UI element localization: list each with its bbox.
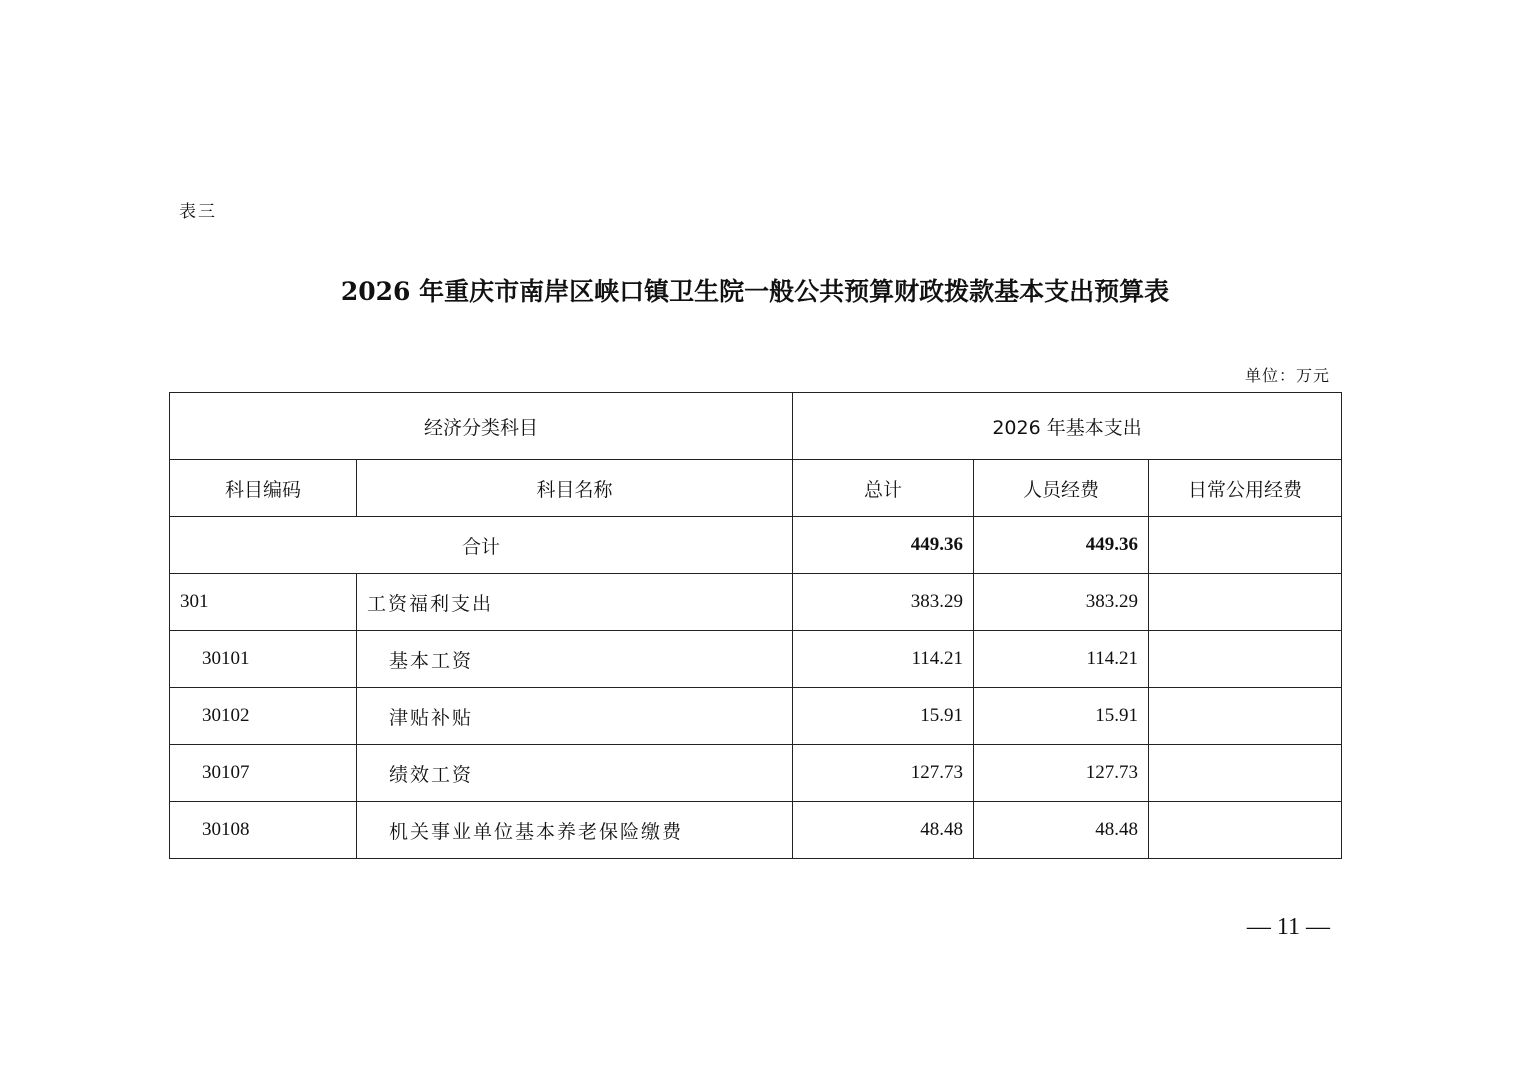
column-header-name: 科目名称	[357, 460, 793, 517]
document-title: 2026 年重庆市南岸区峡口镇卫生院一般公共预算财政拨款基本支出预算表	[340, 277, 1170, 306]
row-personnel: 114.21	[974, 631, 1149, 688]
row-personnel: 15.91	[974, 688, 1149, 745]
row-code: 30108	[170, 802, 357, 859]
row-public	[1149, 574, 1342, 631]
row-name: 机关事业单位基本养老保险缴费	[357, 802, 793, 859]
row-public	[1149, 631, 1342, 688]
row-total: 383.29	[793, 574, 974, 631]
total-total: 449.36	[793, 517, 974, 574]
budget-table	[169, 392, 1342, 859]
row-personnel: 127.73	[974, 745, 1149, 802]
row-total: 15.91	[793, 688, 974, 745]
column-header-personnel: 人员经费	[974, 460, 1149, 517]
unit-label: 单位：万元	[1244, 366, 1330, 385]
row-personnel: 48.48	[974, 802, 1149, 859]
row-code: 30102	[170, 688, 357, 745]
total-personnel: 449.36	[974, 517, 1149, 574]
column-header-public: 日常公用经费	[1149, 460, 1342, 517]
row-code: 30101	[170, 631, 357, 688]
row-public	[1149, 688, 1342, 745]
row-total: 127.73	[793, 745, 974, 802]
row-code: 30107	[170, 745, 357, 802]
total-label: 合计	[170, 517, 793, 574]
group-header-economic-category: 经济分类科目	[170, 393, 793, 460]
row-total: 48.48	[793, 802, 974, 859]
row-public	[1149, 745, 1342, 802]
column-header-total: 总计	[793, 460, 974, 517]
table-row	[170, 574, 1342, 631]
row-personnel: 383.29	[974, 574, 1149, 631]
column-header-row	[170, 460, 1342, 517]
group-header-row	[170, 393, 1342, 460]
row-public	[1149, 802, 1342, 859]
row-total: 114.21	[793, 631, 974, 688]
total-row	[170, 517, 1342, 574]
table-row	[170, 688, 1342, 745]
group-header-basic-expenditure: 2026 年基本支出	[793, 393, 1342, 460]
column-header-code: 科目编码	[170, 460, 357, 517]
page-number: — 11 —	[1246, 914, 1330, 940]
total-public	[1149, 517, 1342, 574]
table-row	[170, 745, 1342, 802]
table-row	[170, 631, 1342, 688]
row-name: 绩效工资	[357, 745, 793, 802]
row-name: 基本工资	[357, 631, 793, 688]
row-name: 工资福利支出	[357, 574, 793, 631]
row-code: 301	[170, 574, 357, 631]
row-name: 津贴补贴	[357, 688, 793, 745]
table-row	[170, 802, 1342, 859]
table-label: 表三	[179, 202, 217, 222]
